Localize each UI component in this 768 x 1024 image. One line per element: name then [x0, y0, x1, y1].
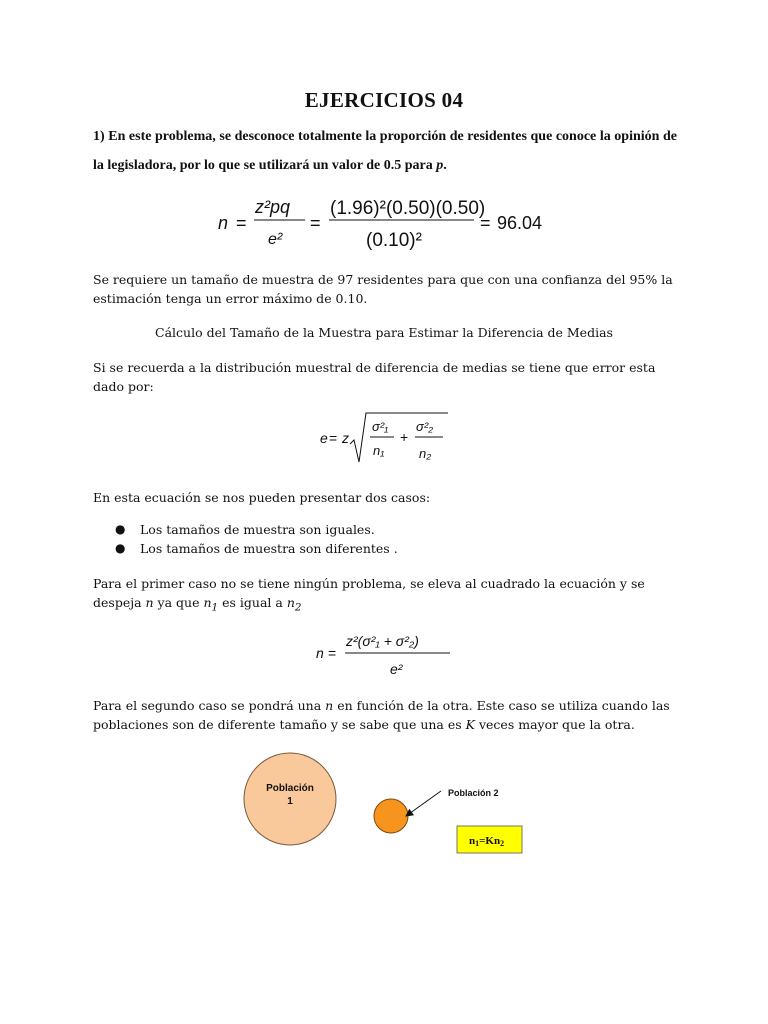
- problem-1-text: [93, 122, 677, 180]
- list-item-text: Los tamaños de muestra son diferentes .: [140, 541, 398, 556]
- formula2-z: z: [342, 430, 349, 446]
- formula1-denominator: e²: [268, 231, 283, 248]
- relation-box-text: [469, 835, 504, 848]
- formula1-equals-3: =: [480, 213, 491, 233]
- case2-text-3: veces mayor que la otra.: [475, 717, 635, 732]
- case2-k-variable: K: [465, 717, 475, 732]
- formula2-term1-den: n₁: [373, 443, 385, 458]
- list-item: [113, 539, 398, 558]
- formula3-lhs: n: [316, 645, 324, 661]
- formula2-term2-den: n₂: [419, 446, 432, 461]
- relation-n: n: [469, 835, 476, 847]
- formula2-lhs: e: [320, 430, 328, 446]
- population-1-label-line1: Población: [266, 783, 314, 794]
- problem-1-body: 1) En este problema, se desconoce totalmente la proporción de residentes que conoce la opinión de la legisladora, por lo que se utilizará un valor de 0.5 para: [93, 129, 677, 173]
- formula1-calc-denominator: (0.10)²: [366, 230, 422, 251]
- formula1-lhs: n: [218, 213, 229, 233]
- formula3-equals: =: [328, 645, 337, 661]
- formula-equal-samples: [310, 626, 460, 682]
- cases-paragraph: En esta ecuación se nos pueden presentar dos casos:: [93, 490, 431, 505]
- case2-text-2: en función de la otra. Este caso se utiliza cuando las poblaciones son de diferente tamaño y se sabe que una es: [93, 698, 670, 732]
- formula-sample-size-proportion: [210, 188, 570, 252]
- formula3-denominator: e²: [390, 661, 403, 677]
- case1-text-3: es igual a: [218, 595, 287, 610]
- bullet-icon: ●: [115, 541, 126, 555]
- formula3-numerator: z²(σ²₁ + σ²₂): [346, 633, 419, 649]
- population-2-circle: [374, 799, 408, 833]
- population-2-label: Población 2: [448, 788, 499, 798]
- list-item: [113, 520, 398, 539]
- case2-n-variable: n: [325, 698, 334, 713]
- page-title: EJERCICIOS 04: [304, 88, 464, 112]
- formula-error-difference-means: [312, 410, 462, 470]
- problem-1-end: .: [443, 158, 447, 173]
- formula2-plus: +: [400, 429, 409, 445]
- case1-n1-subscript: 1: [211, 601, 219, 614]
- case1-text-2: ya que: [153, 595, 204, 610]
- arrow-icon: [406, 791, 441, 816]
- result-paragraph: Se requiere un tamaño de muestra de 97 residentes para que con una confianza del 95% la estimación tenga un error máximo de 0.10.: [93, 272, 673, 306]
- formula1-calc-numerator: (1.96)²(0.50)(0.50): [330, 198, 486, 219]
- formula1-result: 96.04: [497, 213, 543, 233]
- formula1-numerator: z²pq: [255, 197, 291, 217]
- case1-n1-variable: n: [203, 595, 212, 610]
- formula1-equals-1: =: [236, 213, 247, 233]
- formula1-equals-2: =: [310, 213, 321, 233]
- case1-n2-subscript: 2: [294, 601, 302, 614]
- relation-eq: =Kn: [479, 835, 501, 847]
- relation-sub2: 2: [500, 839, 505, 848]
- bullet-icon: ●: [115, 522, 126, 536]
- relation-sub1: 1: [475, 839, 480, 848]
- case1-text-1: Para el primer caso no se tiene ningún problema, se eleva al cuadrado la ecuación y se despeja: [93, 576, 645, 610]
- cases-list: [113, 520, 398, 558]
- case1-paragraph: [93, 574, 683, 618]
- populations-figure: [230, 748, 540, 858]
- section-heading: Cálculo del Tamaño de la Muestra para Estimar la Diferencia de Medias: [155, 325, 613, 340]
- case2-text-1: Para el segundo caso se pondrá una: [93, 698, 326, 713]
- formula2-term2-num: σ²₂: [416, 419, 434, 434]
- case2-paragraph: [93, 696, 683, 734]
- case1-n2-variable: n: [286, 595, 295, 610]
- error-paragraph: Si se recuerda a la distribución muestral de diferencia de medias se tiene que error esta dado por:: [93, 360, 656, 394]
- problem-1-p-variable: p: [436, 158, 444, 173]
- list-item-text: Los tamaños de muestra son iguales.: [140, 522, 375, 537]
- formula2-equals: =: [329, 430, 338, 446]
- formula2-term1-num: σ²₁: [372, 419, 389, 434]
- case1-n-variable: n: [145, 595, 154, 610]
- population-1-label-line2: 1: [287, 796, 293, 807]
